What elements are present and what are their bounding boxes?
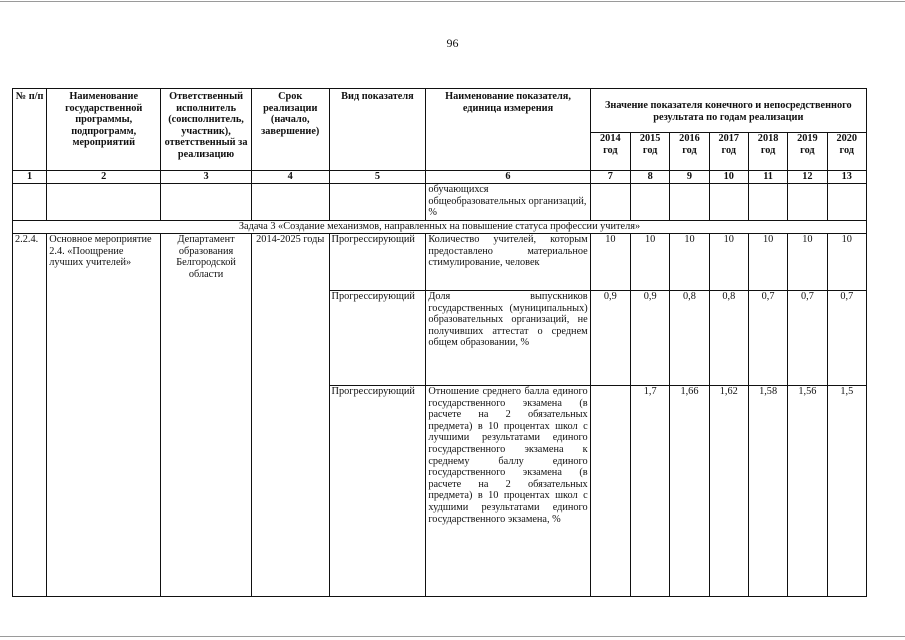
column-number: 3 bbox=[161, 171, 252, 184]
header-executor: Ответственный исполнитель (соисполнитель, участник), ответственный за реализацию bbox=[161, 89, 252, 171]
indicator-value: 0,7 bbox=[827, 291, 866, 386]
indicator-value: 0,9 bbox=[590, 291, 630, 386]
indicator-value: 1,56 bbox=[788, 386, 827, 597]
header-year: 2019 год bbox=[788, 133, 827, 171]
header-values-group: Значение показателя конечного и непосредственного результата по годам реализации bbox=[590, 89, 866, 133]
column-number: 10 bbox=[709, 171, 748, 184]
indicator-value: 10 bbox=[788, 234, 827, 291]
header-year: 2020 год bbox=[827, 133, 866, 171]
column-number: 5 bbox=[329, 171, 426, 184]
header-name: Наименование государственной программы, подпрограмм, мероприятий bbox=[47, 89, 161, 171]
column-number: 8 bbox=[631, 171, 670, 184]
column-number: 11 bbox=[748, 171, 787, 184]
indicator-value: 1,7 bbox=[631, 386, 670, 597]
header-year: 2017 год bbox=[709, 133, 748, 171]
column-number: 13 bbox=[827, 171, 866, 184]
header-year: 2015 год bbox=[631, 133, 670, 171]
column-number: 2 bbox=[47, 171, 161, 184]
measure-period: 2014-2025 годы bbox=[251, 234, 329, 597]
indicator-name: Отношение среднего балла единого государственного экзамена (в расчете на 2 обязательных предмета) в 10 процентах школ с лучшими результатами единого государственного экзамена к среднему баллу единого государственного экзамена (в расчете на 2 обязательных предмета) в 10 процентах школ с худшими результатами единого государственного экзамена, % bbox=[426, 386, 590, 597]
indicator-value: 1,66 bbox=[670, 386, 709, 597]
column-number: 1 bbox=[13, 171, 47, 184]
indicator-type: Прогрессирующий bbox=[329, 234, 426, 291]
indicator-value: 0,9 bbox=[631, 291, 670, 386]
indicator-name: Количество учителей, которым предоставлено материальное стимулирование, человек bbox=[426, 234, 590, 291]
indicator-value: 10 bbox=[709, 234, 748, 291]
header-period: Срок реализации (начало, завершение) bbox=[251, 89, 329, 171]
indicator-value: 0,8 bbox=[709, 291, 748, 386]
indicator-value: 0,7 bbox=[748, 291, 787, 386]
indicator-type: Прогрессирующий bbox=[329, 291, 426, 386]
measure-name: Основное мероприятие 2.4. «Поощрение лучших учителей» bbox=[47, 234, 161, 597]
measure-num: 2.2.4. bbox=[13, 234, 47, 597]
header-indicator-name: Наименование показателя, единица измерения bbox=[426, 89, 590, 171]
indicator-value: 0,7 bbox=[788, 291, 827, 386]
indicator-value: 10 bbox=[631, 234, 670, 291]
column-number: 6 bbox=[426, 171, 590, 184]
scan-bottom-edge bbox=[0, 636, 905, 637]
indicator-value: 1,58 bbox=[748, 386, 787, 597]
column-number: 9 bbox=[670, 171, 709, 184]
indicator-type: Прогрессирующий bbox=[329, 386, 426, 597]
header-year: 2018 год bbox=[748, 133, 787, 171]
task-title: Задача 3 «Создание механизмов, направленных на повышение статуса профессии учителя» bbox=[13, 221, 867, 234]
indicators-table bbox=[12, 88, 867, 597]
column-number: 4 bbox=[251, 171, 329, 184]
continued-indicator-name: обучающихся общеобразовательных организаций, % bbox=[426, 184, 590, 221]
indicator-value: 10 bbox=[827, 234, 866, 291]
header-indicator-type: Вид показателя bbox=[329, 89, 426, 171]
column-number: 7 bbox=[590, 171, 630, 184]
indicator-value bbox=[590, 386, 630, 597]
indicator-value: 10 bbox=[748, 234, 787, 291]
indicator-row bbox=[13, 234, 867, 291]
indicator-value: 1,62 bbox=[709, 386, 748, 597]
indicator-value: 10 bbox=[670, 234, 709, 291]
indicator-name: Доля выпускников государственных (муниципальных) образовательных организаций, не получивших аттестат о среднем общем образовании, % bbox=[426, 291, 590, 386]
indicator-value: 1,5 bbox=[827, 386, 866, 597]
continued-row bbox=[13, 184, 867, 221]
page-number: 96 bbox=[446, 36, 459, 50]
indicator-value: 10 bbox=[590, 234, 630, 291]
indicator-value: 0,8 bbox=[670, 291, 709, 386]
header-num: № п/п bbox=[13, 89, 47, 171]
column-number: 12 bbox=[788, 171, 827, 184]
header-year: 2016 год bbox=[670, 133, 709, 171]
measure-executor: Департамент образования Белгородской области bbox=[161, 234, 252, 597]
scan-top-edge bbox=[0, 1, 905, 2]
header-year: 2014 год bbox=[590, 133, 630, 171]
